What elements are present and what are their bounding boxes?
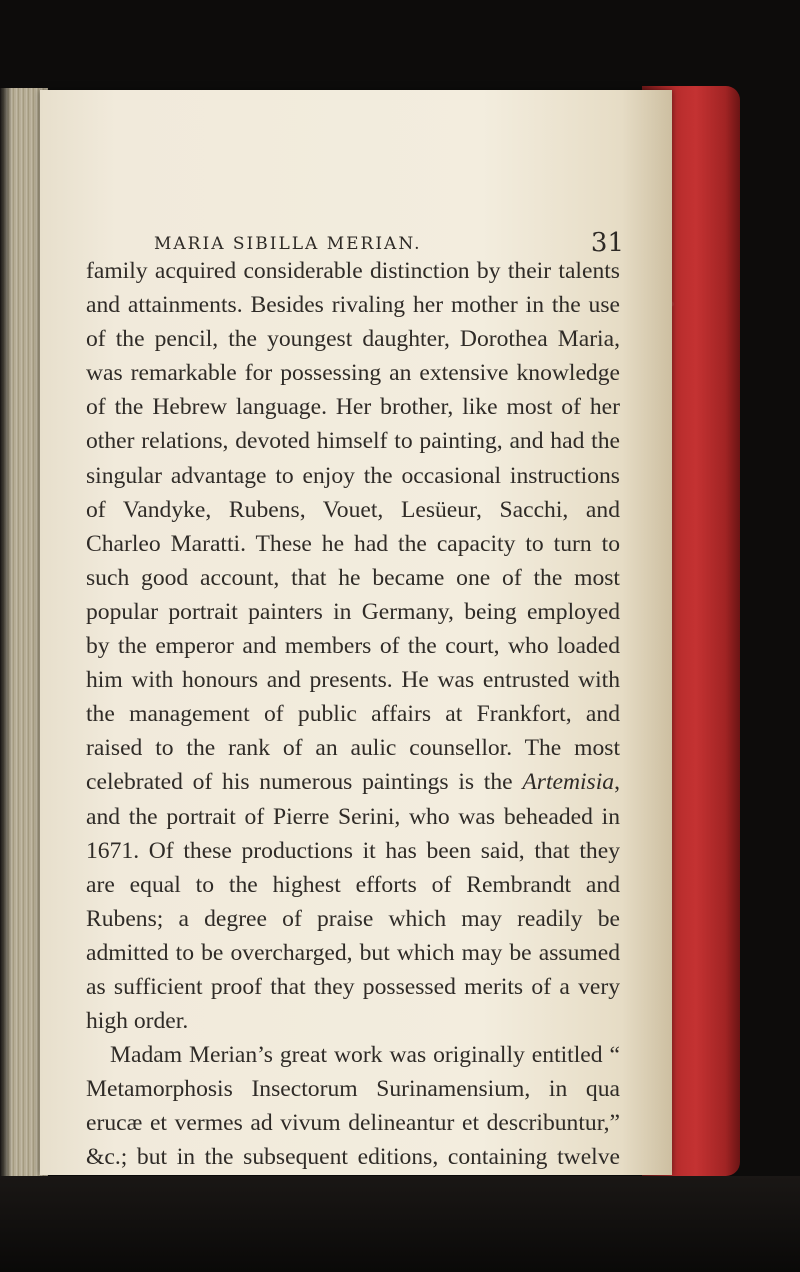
table-surface — [0, 1176, 800, 1272]
page-number: 31 — [590, 228, 624, 258]
paragraph-1-text-b: , and the portrait of Pierre Serini, who was beheaded in 1671. Of these productions it has been said, that they are equal to the highest efforts of Rembrandt and Rubens; a degree of praise which may readily be admitted to be overcharged, but which may be assumed as sufficient proof that they possessed merits of a very high order. — [86, 769, 620, 1035]
running-title: MARIA SIBILLA MERIAN. — [154, 234, 422, 254]
paragraph-2: Madam Merian’s great work was originally entitled “ Metamorphosis Insectorum Surinamensium, in qua erucæ et vermes ad vivum delineantur et describuntur,” &c.; but in the subsequent editions, containing twelve — [86, 1042, 620, 1171]
paragraph-1-text-a: family acquired considerable distinction by their talents and attainments. Besides rivaling her mother in the use of the pencil, the youngest daughter, Dorothea Maria, was remarkable for possessing an extensive knowledge of the Hebrew language. Her brother, like most of her other relations, devoted himself to painting, and had the singular advantage to enjoy the occasional instructions of Vandyke, Rubens, Vouet, Lesüeur, Sacchi, and Charleo Maratti. These he had the capacity to turn to such good account, that he became one of the most popular portrait painters in Germany, being employed by the emperor and members of the court, who loaded him with honours and presents. He was entrusted with the management of public affairs at Frankfort, and raised to the rank of an aulic counsellor. The most celebrated of his numerous paintings is the — [86, 258, 620, 796]
paragraph-1 — [86, 254, 620, 1038]
artwork-title: Artemisia — [522, 769, 615, 796]
page-edges-shadow — [0, 88, 12, 1188]
body-text — [86, 254, 620, 1243]
